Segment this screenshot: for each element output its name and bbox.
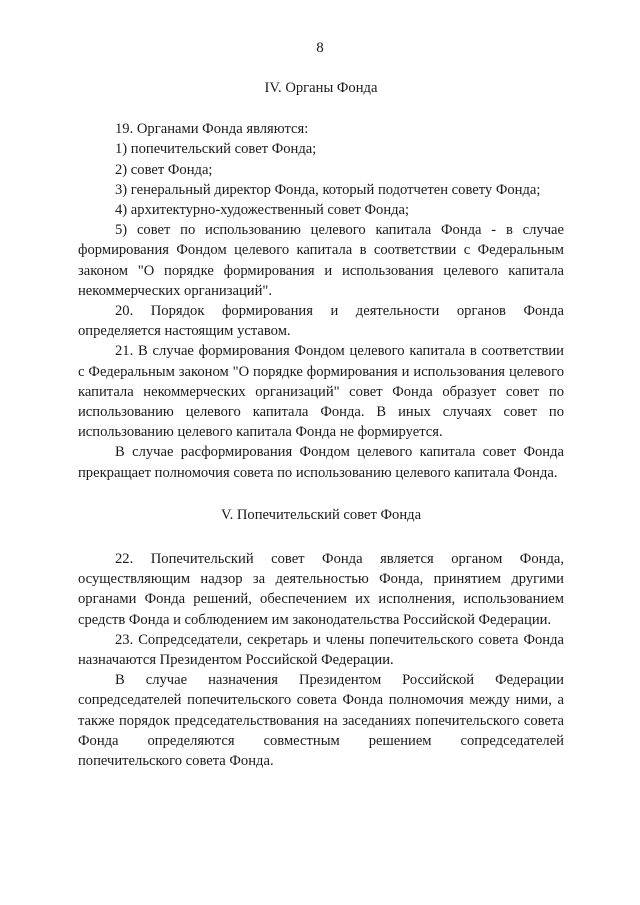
clause-20: 20. Порядок формирования и деятельности органов Фонда определяется настоящим уставом. [78, 303, 564, 340]
section-title: V. Попечительский совет Фонда [220, 506, 422, 523]
clause-23: 23. Сопредседатели, секретарь и члены попечительского совета Фонда назначаются Президентом Российской Федерации. [78, 631, 564, 669]
clause-22: 22. Попечительский совет Фонда является органом Фонда, осуществляющим надзор за деятельностью Фонда, принятием другими органами Фонда решений, обеспечением их исполнения, использованием средств Фонда и соблюдением им законодательства Российской Федерации. [78, 551, 564, 628]
page-number: 8 [316, 40, 324, 56]
section-title: IV. Органы Фонда [264, 80, 378, 96]
list-item-1: 1) попечительский совет Фонда; [115, 141, 317, 158]
list-item-5: 5) совет по использованию целевого капитала Фонда - в случае формирования Фондом целевого капитала в соответствии с Федеральным законом "О порядке формирования и использования целевого капитала некоммерческих организаций". [78, 222, 564, 299]
document-body [78, 78, 564, 771]
clause-23-continuation: В случае назначения Президентом Российской Федерации сопредседателей попечительского совета Фонда полномочия между ними, а также порядок председательствования на заседаниях попечительского совета Фонда определяются совместным решением сопредседателей попечительского совета Фонда. [78, 672, 564, 770]
list-item-4: 4) архитектурно-художественный совет Фонда; [115, 202, 410, 219]
clause-21: 21. В случае формирования Фондом целевого капитала в соответствии с Федеральным законом "О порядке формирования и использования целевого капитала некоммерческих организаций" совет Фонда образует совет по использованию целевого капитала Фонда. В иных случаях совет по использованию целевого капитала Фонда не формируется. [78, 343, 564, 441]
list-item-3: 3) генеральный директор Фонда, который подотчетен совету Фонда; [115, 181, 541, 198]
clause-21-continuation: В случае расформирования Фондом целевого капитала совет Фонда прекращает полномочия совета по использованию целевого капитала Фонда. [78, 444, 564, 481]
clause-19: 19. Органами Фонда являются: [115, 121, 309, 138]
list-item-2: 2) совет Фонда; [115, 161, 213, 178]
